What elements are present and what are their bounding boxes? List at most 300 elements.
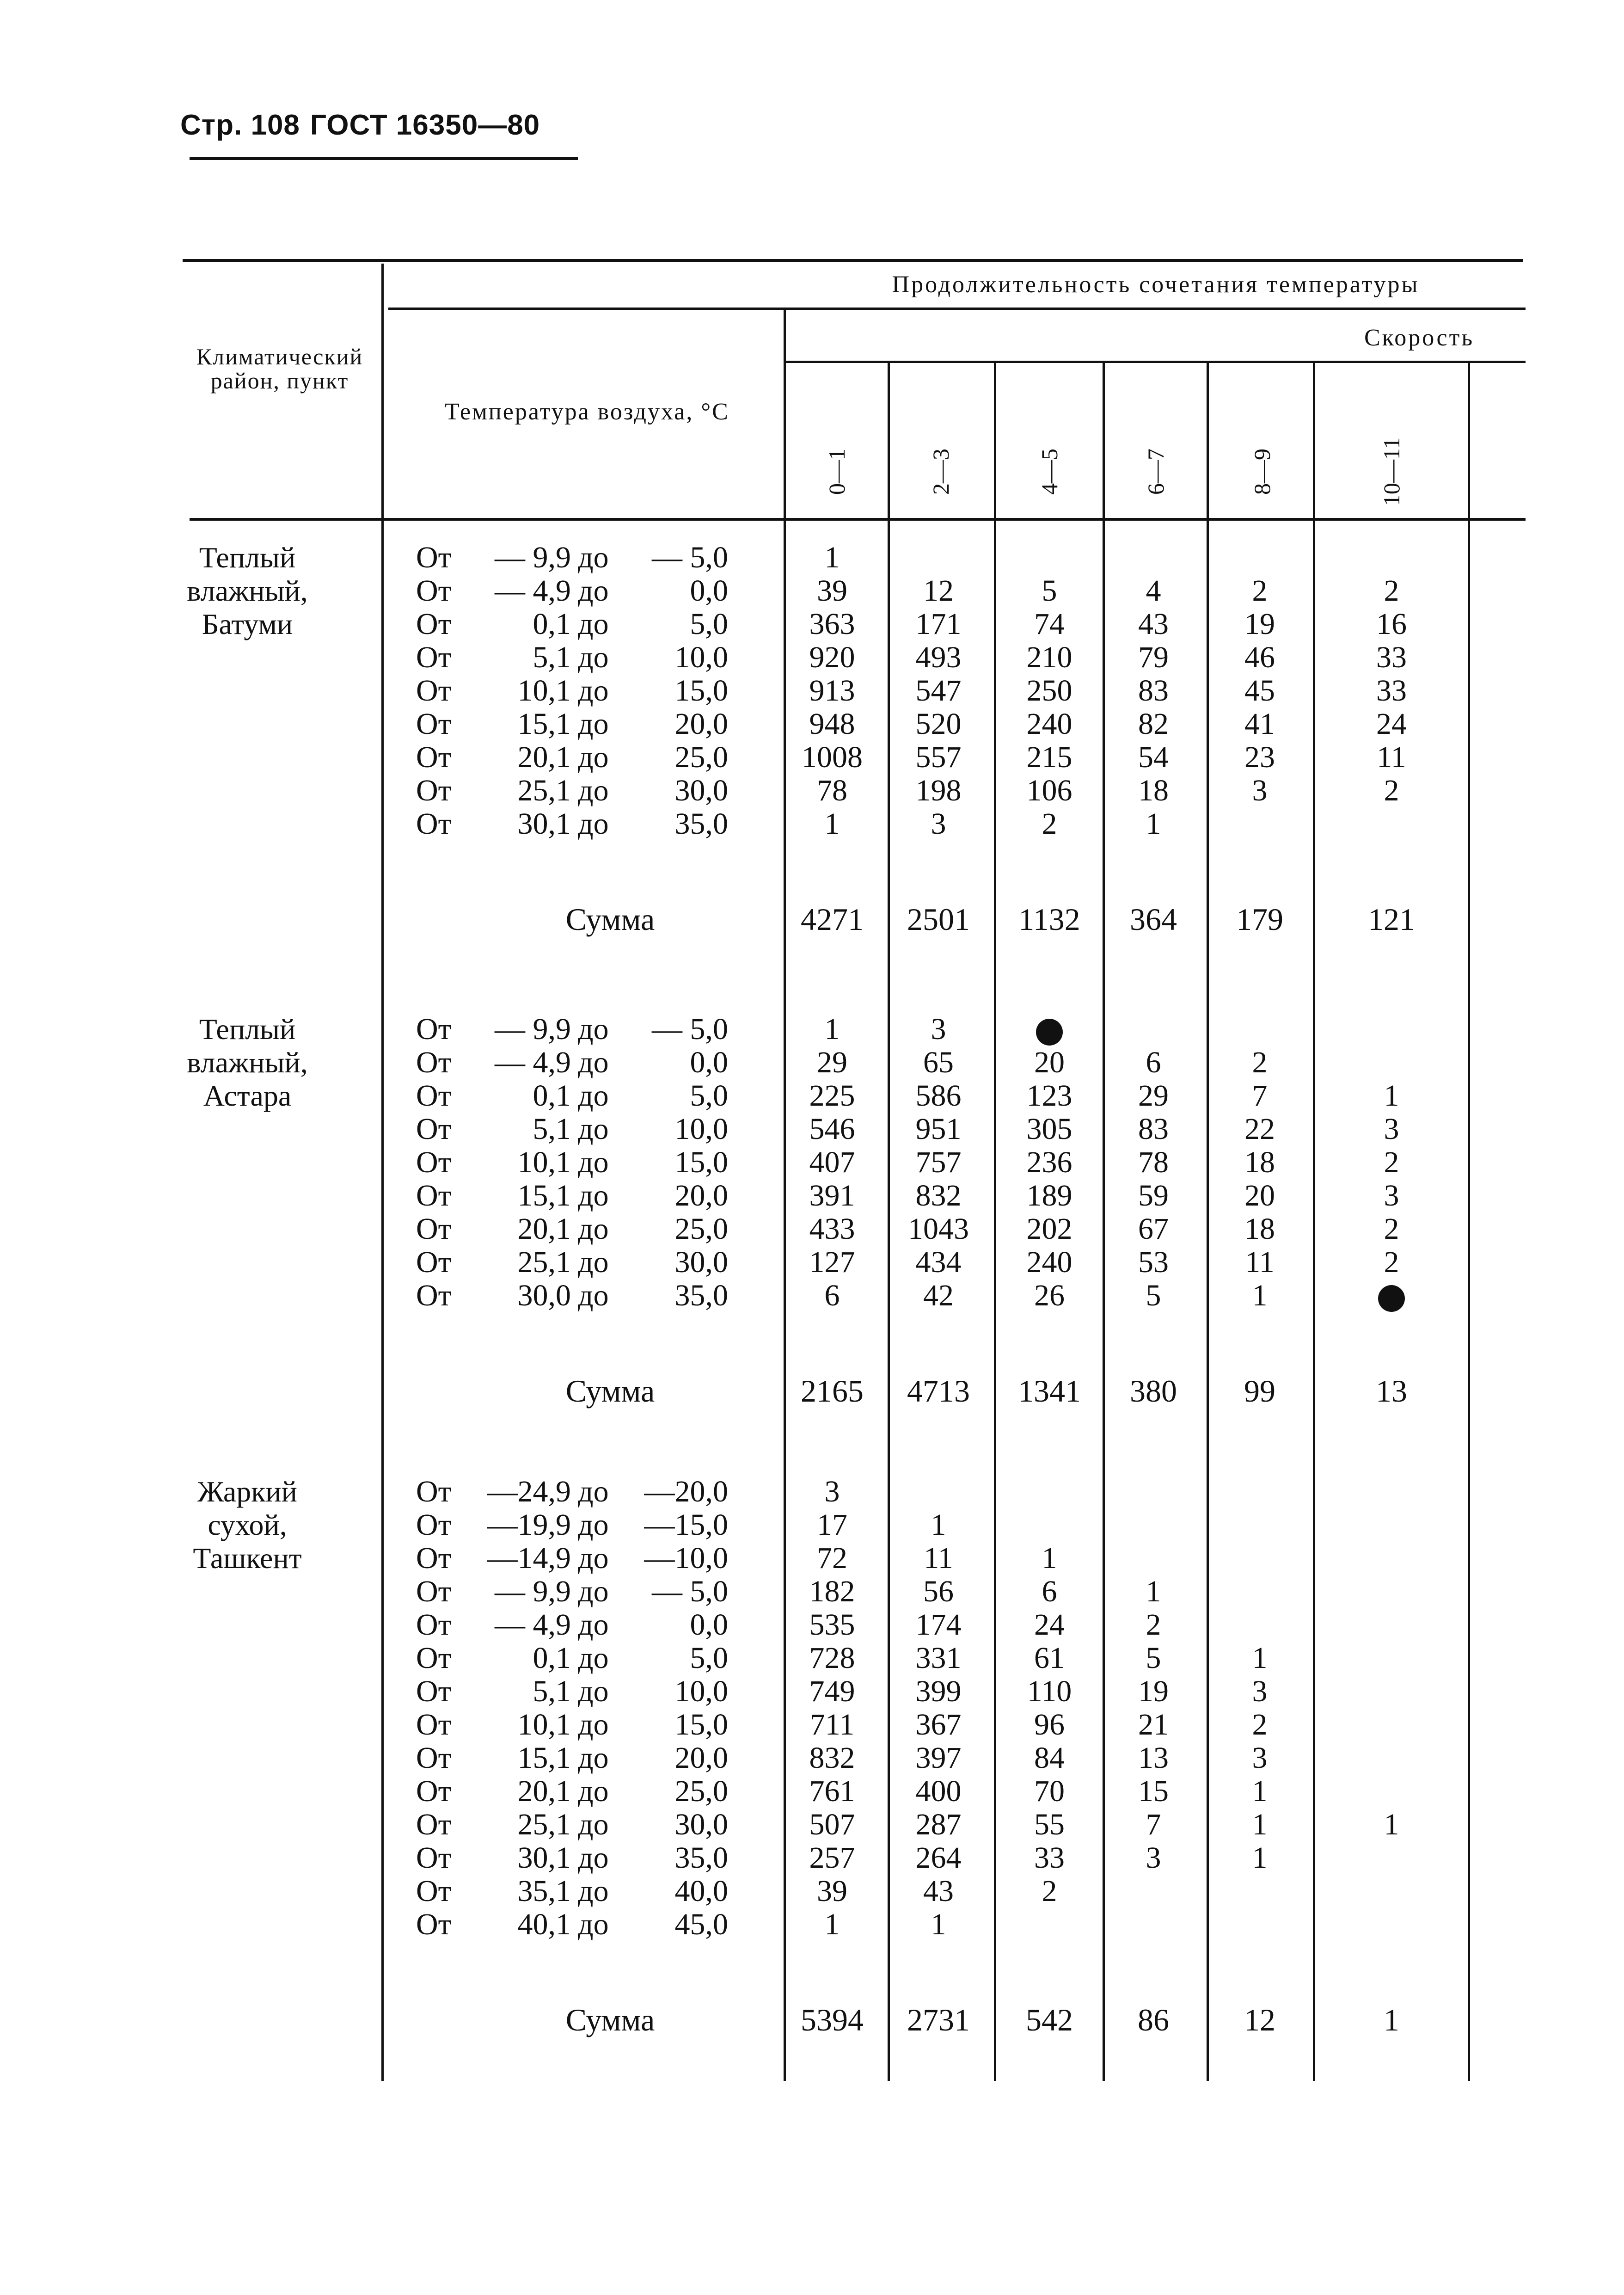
value-cell: 84 — [1034, 1741, 1065, 1775]
value-cell: 2 — [1252, 1046, 1268, 1079]
value-cell: 6 — [1042, 1575, 1057, 1608]
temp-to: 0,0 — [690, 1046, 728, 1079]
sum-value: 4713 — [907, 1373, 970, 1409]
temp-prefix: От — [416, 1508, 452, 1542]
temp-prefix: От — [416, 1046, 452, 1079]
temp-prefix: От — [416, 607, 452, 641]
temp-from: — 9,9 — [495, 1012, 571, 1046]
value-cell: 5 — [1146, 1279, 1161, 1312]
temp-prefix: От — [416, 1245, 452, 1279]
value-cell: 3 — [1146, 1841, 1161, 1875]
temp-prefix: От — [416, 640, 452, 674]
value-cell: 1 — [824, 807, 840, 841]
sum-row — [0, 901, 1624, 938]
value-cell: 2 — [1146, 1608, 1161, 1642]
value-cell: 82 — [1138, 707, 1169, 741]
value-cell: 240 — [1026, 707, 1072, 741]
temp-to: 15,0 — [674, 674, 728, 708]
value-cell: 400 — [915, 1774, 962, 1808]
value-cell: 1 — [1252, 1774, 1268, 1808]
value-cell: 913 — [809, 674, 855, 708]
region-label-line: Теплый — [199, 1013, 296, 1046]
value-cell: 2 — [1384, 774, 1399, 807]
temp-to: 35,0 — [674, 1279, 728, 1312]
value-cell: 250 — [1026, 674, 1072, 708]
temp-prefix: От — [416, 1674, 452, 1708]
temp-to: 20,0 — [674, 707, 728, 741]
temp-do: до — [578, 807, 609, 841]
value-cell: 1 — [1042, 1541, 1057, 1575]
sum-value: 121 — [1368, 902, 1415, 937]
temp-do: до — [578, 1112, 609, 1146]
temp-from: 0,1 — [533, 607, 571, 641]
sum-label: Сумма — [565, 1373, 655, 1409]
temp-do: до — [578, 1907, 609, 1941]
region-label-line: Астара — [203, 1079, 292, 1112]
value-cell: 19 — [1244, 607, 1275, 641]
value-cell: 54 — [1138, 740, 1169, 774]
temp-do: до — [578, 740, 609, 774]
value-cell: 83 — [1138, 1112, 1169, 1146]
value-cell: 18 — [1244, 1145, 1275, 1179]
sum-value: 1341 — [1018, 1373, 1081, 1409]
value-cell: 2 — [1252, 1708, 1268, 1741]
value-cell: 399 — [915, 1674, 962, 1708]
table-row — [0, 1575, 1624, 1608]
value-cell: 711 — [809, 1708, 855, 1741]
sum-row — [0, 1372, 1624, 1409]
temp-to: 25,0 — [674, 740, 728, 774]
value-cell: 2 — [1384, 574, 1399, 608]
temp-do: до — [578, 707, 609, 741]
table-row — [0, 1542, 1624, 1575]
temp-from: 0,1 — [533, 1079, 571, 1113]
temp-do: до — [578, 674, 609, 708]
temp-do: до — [578, 1046, 609, 1079]
value-cell: 520 — [915, 707, 962, 741]
temp-to: 40,0 — [674, 1874, 728, 1908]
temp-do: до — [578, 1279, 609, 1312]
temp-prefix: От — [416, 1212, 452, 1246]
value-cell: 3 — [1252, 1741, 1268, 1775]
table-row — [0, 1113, 1624, 1146]
value-cell: 39 — [817, 1874, 847, 1908]
temp-prefix: От — [416, 1741, 452, 1775]
header-bottom-rule — [190, 518, 1526, 521]
temperature-column-header: Температура воздуха, °C — [445, 399, 729, 425]
value-cell: 2 — [1042, 807, 1057, 841]
value-cell: 55 — [1034, 1808, 1065, 1841]
page-header — [180, 109, 540, 142]
region-label-line: Ташкент — [193, 1542, 302, 1575]
table-row — [0, 1642, 1624, 1675]
value-cell: 22 — [1244, 1112, 1275, 1146]
temp-from: —19,9 — [487, 1508, 571, 1542]
temp-do: до — [578, 1708, 609, 1741]
temp-prefix: От — [416, 740, 452, 774]
temp-do: до — [578, 640, 609, 674]
temp-to: 5,0 — [690, 1079, 728, 1113]
temp-from: 30,0 — [517, 1279, 571, 1312]
value-cell: 1 — [1252, 1808, 1268, 1841]
value-cell: 761 — [809, 1774, 855, 1808]
table-row — [0, 541, 1624, 574]
temp-from: 20,1 — [517, 1774, 571, 1808]
value-cell: 1043 — [908, 1212, 969, 1246]
value-cell: 586 — [915, 1079, 962, 1113]
value-cell: 29 — [1138, 1079, 1169, 1113]
temp-from: 15,1 — [517, 707, 571, 741]
value-cell: 11 — [1245, 1245, 1275, 1279]
temp-to: 20,0 — [674, 1179, 728, 1212]
value-cell: 215 — [1026, 740, 1072, 774]
ink-blot — [999, 1013, 1100, 1046]
value-cell: 13 — [1138, 1741, 1169, 1775]
value-cell: 433 — [809, 1212, 855, 1246]
sum-row — [0, 2001, 1624, 2038]
table-row — [0, 1079, 1624, 1113]
temp-to: 5,0 — [690, 607, 728, 641]
value-cell: 1 — [1252, 1279, 1268, 1312]
value-cell: 331 — [915, 1641, 962, 1675]
value-cell: 546 — [809, 1112, 855, 1146]
speed-col-10-11: 10—11 — [1379, 437, 1404, 506]
temp-from: 40,1 — [517, 1907, 571, 1941]
speed-col-6-7: 6—7 — [1143, 449, 1169, 495]
value-cell: 7 — [1252, 1079, 1268, 1113]
value-cell: 23 — [1244, 740, 1275, 774]
temp-do: до — [578, 1841, 609, 1875]
sum-label: Сумма — [565, 2002, 655, 2037]
value-cell: 1 — [1252, 1841, 1268, 1875]
table-row — [0, 1841, 1624, 1875]
temp-prefix: От — [416, 541, 452, 574]
value-cell: 2 — [1042, 1874, 1057, 1908]
temp-prefix: От — [416, 1475, 452, 1508]
temp-do: до — [578, 1641, 609, 1675]
value-cell: 174 — [915, 1608, 962, 1642]
table-row — [0, 1775, 1624, 1808]
value-cell: 24 — [1376, 707, 1407, 741]
temp-prefix: От — [416, 1179, 452, 1212]
value-cell: 1 — [824, 1012, 840, 1046]
value-cell: 434 — [915, 1245, 962, 1279]
value-cell: 96 — [1034, 1708, 1065, 1741]
value-cell: 56 — [923, 1575, 954, 1608]
temp-to: 0,0 — [690, 574, 728, 608]
value-cell: 79 — [1138, 640, 1169, 674]
value-cell: 78 — [817, 774, 847, 807]
table-row — [0, 1908, 1624, 1941]
value-cell: 3 — [1384, 1179, 1399, 1212]
temp-from: — 4,9 — [495, 1046, 571, 1079]
value-cell: 61 — [1034, 1641, 1065, 1675]
sum-value: 12 — [1244, 2002, 1275, 2037]
temp-do: до — [578, 1541, 609, 1575]
value-cell: 17 — [817, 1508, 847, 1542]
table-row — [0, 641, 1624, 674]
temp-do: до — [578, 1012, 609, 1046]
temp-to: 35,0 — [674, 1841, 728, 1875]
temp-to: 30,0 — [674, 1245, 728, 1279]
temp-do: до — [578, 574, 609, 608]
sum-label: Сумма — [565, 902, 655, 937]
temp-to: 25,0 — [674, 1212, 728, 1246]
table-row — [0, 1708, 1624, 1741]
value-cell: 240 — [1026, 1245, 1072, 1279]
duration-group-header: Продолжительность сочетания температуры — [892, 271, 1420, 298]
table-row — [0, 1741, 1624, 1775]
value-cell: 257 — [809, 1841, 855, 1875]
table-row — [0, 1808, 1624, 1841]
sum-value: 364 — [1130, 902, 1177, 937]
value-cell: 367 — [915, 1708, 962, 1741]
value-cell: 264 — [915, 1841, 962, 1875]
temp-from: 25,1 — [517, 774, 571, 807]
sum-value: 2501 — [907, 902, 970, 937]
temp-to: 5,0 — [690, 1641, 728, 1675]
temp-prefix: От — [416, 1641, 452, 1675]
value-cell: 2 — [1384, 1245, 1399, 1279]
temp-from: 25,1 — [517, 1245, 571, 1279]
temp-to: 20,0 — [674, 1741, 728, 1775]
value-cell: 5 — [1146, 1641, 1161, 1675]
value-cell: 20 — [1034, 1046, 1065, 1079]
value-cell: 557 — [915, 740, 962, 774]
value-cell: 43 — [1138, 607, 1169, 641]
temp-to: —10,0 — [644, 1541, 728, 1575]
temp-to: 45,0 — [674, 1907, 728, 1941]
temp-from: —24,9 — [487, 1475, 571, 1508]
value-cell: 189 — [1026, 1179, 1072, 1212]
region-label-line: Теплый — [199, 541, 296, 574]
value-cell: 20 — [1244, 1179, 1275, 1212]
temp-prefix: От — [416, 1841, 452, 1875]
value-cell: 832 — [915, 1179, 962, 1212]
page-number: Стр. 108 — [180, 109, 300, 141]
temp-do: до — [578, 607, 609, 641]
temp-from: 35,1 — [517, 1874, 571, 1908]
table-row — [0, 1608, 1624, 1642]
value-cell: 33 — [1376, 640, 1407, 674]
value-cell: 2 — [1384, 1145, 1399, 1179]
temp-to: 30,0 — [674, 774, 728, 807]
temp-do: до — [578, 1179, 609, 1212]
region-label-line: сухой, — [208, 1508, 287, 1541]
value-cell: 832 — [809, 1741, 855, 1775]
speed-subgroup-header: Скорость — [1364, 325, 1475, 351]
value-cell: 1 — [1146, 807, 1161, 841]
temp-prefix: От — [416, 1808, 452, 1841]
temp-to: 0,0 — [690, 1608, 728, 1642]
value-cell: 1 — [1384, 1808, 1399, 1841]
temp-to: 35,0 — [674, 807, 728, 841]
value-cell: 3 — [1252, 1674, 1268, 1708]
temp-do: до — [578, 1774, 609, 1808]
value-cell: 1 — [1384, 1079, 1399, 1113]
value-cell: 39 — [817, 574, 847, 608]
value-cell: 3 — [824, 1475, 840, 1508]
temp-do: до — [578, 1145, 609, 1179]
value-cell: 182 — [809, 1575, 855, 1608]
temp-do: до — [578, 774, 609, 807]
temp-to: —15,0 — [644, 1508, 728, 1542]
temp-to: 30,0 — [674, 1808, 728, 1841]
value-cell: 127 — [809, 1245, 855, 1279]
region-label-line: Жаркий — [197, 1475, 297, 1508]
value-cell: 6 — [824, 1279, 840, 1312]
sum-value: 1132 — [1018, 902, 1080, 937]
speed-col-4-5: 4—5 — [1036, 449, 1062, 495]
temp-to: 15,0 — [674, 1145, 728, 1179]
value-cell: 210 — [1026, 640, 1072, 674]
value-cell: 33 — [1376, 674, 1407, 708]
value-cell: 547 — [915, 674, 962, 708]
value-cell: 3 — [1384, 1112, 1399, 1146]
value-cell: 11 — [924, 1541, 953, 1575]
temp-to: — 5,0 — [652, 1575, 728, 1608]
table-row — [0, 1279, 1624, 1312]
temp-prefix: От — [416, 574, 452, 608]
temp-to: 25,0 — [674, 1774, 728, 1808]
value-cell: 236 — [1026, 1145, 1072, 1179]
value-cell: 920 — [809, 640, 855, 674]
standard-code: ГОСТ 16350—80 — [310, 109, 540, 141]
table-row — [0, 807, 1624, 841]
value-cell: 16 — [1376, 607, 1407, 641]
sum-value: 99 — [1244, 1373, 1275, 1409]
table-row — [0, 608, 1624, 641]
temp-do: до — [578, 1608, 609, 1642]
value-cell: 33 — [1034, 1841, 1065, 1875]
value-cell: 948 — [809, 707, 855, 741]
temp-from: 20,1 — [517, 1212, 571, 1246]
value-cell: 46 — [1244, 640, 1275, 674]
temp-prefix: От — [416, 707, 452, 741]
sum-value: 542 — [1026, 2002, 1073, 2037]
temp-from: 15,1 — [517, 1179, 571, 1212]
temp-do: до — [578, 1575, 609, 1608]
value-cell: 1 — [931, 1907, 946, 1941]
value-cell: 287 — [915, 1808, 962, 1841]
temp-prefix: От — [416, 1079, 452, 1113]
table-row — [0, 1212, 1624, 1246]
value-cell: 7 — [1146, 1808, 1161, 1841]
value-cell: 29 — [817, 1046, 847, 1079]
table-row — [0, 1875, 1624, 1908]
value-cell: 42 — [923, 1279, 954, 1312]
temp-prefix: От — [416, 1774, 452, 1808]
table-row — [0, 674, 1624, 708]
value-cell: 59 — [1138, 1179, 1169, 1212]
value-cell: 65 — [923, 1046, 954, 1079]
speed-col-0-1: 0—1 — [824, 449, 850, 495]
temp-prefix: От — [416, 1608, 452, 1642]
temp-do: до — [578, 1245, 609, 1279]
temp-prefix: От — [416, 1279, 452, 1312]
temp-to: — 5,0 — [652, 1012, 728, 1046]
temp-from: — 9,9 — [495, 1575, 571, 1608]
value-cell: 5 — [1042, 574, 1057, 608]
temp-do: до — [578, 1508, 609, 1542]
sum-value: 1 — [1384, 2002, 1399, 2037]
temp-do: до — [578, 1079, 609, 1113]
value-cell: 225 — [809, 1079, 855, 1113]
temp-prefix: От — [416, 1575, 452, 1608]
region-label-line: влажный, — [187, 574, 308, 607]
table-row — [0, 1508, 1624, 1542]
value-cell: 1 — [1146, 1575, 1161, 1608]
ink-blot-mark — [1036, 1019, 1063, 1046]
value-cell: 1008 — [802, 740, 863, 774]
value-cell: 41 — [1244, 707, 1275, 741]
value-cell: 202 — [1026, 1212, 1072, 1246]
region-column-header: Климатический район, пункт — [196, 344, 363, 394]
temp-from: 30,1 — [517, 1841, 571, 1875]
temp-from: 5,1 — [533, 640, 571, 674]
value-cell: 3 — [931, 807, 946, 841]
temp-from: 10,1 — [517, 674, 571, 708]
value-cell: 407 — [809, 1145, 855, 1179]
value-cell: 11 — [1377, 740, 1406, 774]
value-cell: 1 — [824, 541, 840, 574]
ink-blot — [1318, 1279, 1465, 1312]
value-cell: 2 — [1384, 1212, 1399, 1246]
value-cell: 397 — [915, 1741, 962, 1775]
temp-from: — 4,9 — [495, 574, 571, 608]
value-cell: 3 — [1252, 774, 1268, 807]
header-underline — [190, 157, 578, 160]
temp-prefix: От — [416, 1708, 452, 1741]
temp-from: 0,1 — [533, 1641, 571, 1675]
temp-from: 5,1 — [533, 1112, 571, 1146]
value-cell: 391 — [809, 1179, 855, 1212]
table-row — [0, 1675, 1624, 1708]
temp-do: до — [578, 1808, 609, 1841]
sum-value: 13 — [1376, 1373, 1407, 1409]
value-cell: 3 — [931, 1012, 946, 1046]
sum-value: 2731 — [907, 2002, 970, 2037]
value-cell: 12 — [923, 574, 954, 608]
value-cell: 78 — [1138, 1145, 1169, 1179]
value-cell: 749 — [809, 1674, 855, 1708]
temp-prefix: От — [416, 1874, 452, 1908]
table-row — [0, 1246, 1624, 1279]
temp-to: 10,0 — [674, 1674, 728, 1708]
temp-from: — 9,9 — [495, 541, 571, 574]
table-row — [0, 1013, 1624, 1046]
value-cell: 1 — [1252, 1641, 1268, 1675]
temp-to: 10,0 — [674, 640, 728, 674]
value-cell: 171 — [915, 607, 962, 641]
value-cell: 4 — [1146, 574, 1161, 608]
temp-do: до — [578, 1212, 609, 1246]
value-cell: 123 — [1026, 1079, 1072, 1113]
value-cell: 493 — [915, 640, 962, 674]
sum-value: 2165 — [801, 1373, 864, 1409]
temp-prefix: От — [416, 1112, 452, 1146]
value-cell: 18 — [1138, 774, 1169, 807]
temp-from: 25,1 — [517, 1808, 571, 1841]
value-cell: 43 — [923, 1874, 954, 1908]
region-label-line: влажный, — [187, 1046, 308, 1079]
sum-value: 4271 — [801, 902, 864, 937]
table-row — [0, 741, 1624, 774]
value-cell: 24 — [1034, 1608, 1065, 1642]
value-cell: 18 — [1244, 1212, 1275, 1246]
value-cell: 106 — [1026, 774, 1072, 807]
temp-do: до — [578, 541, 609, 574]
